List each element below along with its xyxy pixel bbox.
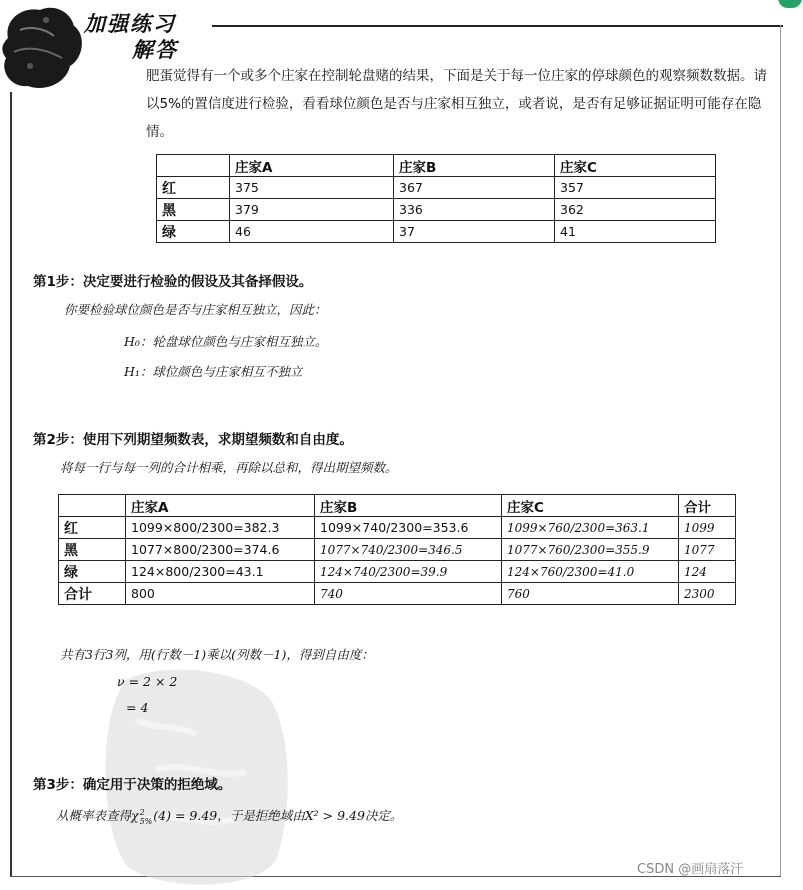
table-cell: 760 xyxy=(502,583,679,605)
table-cell: 740 xyxy=(315,583,502,605)
row-label: 红 xyxy=(59,517,126,539)
df-equation-line1: ν = 2 × 2 xyxy=(117,674,178,689)
section-title-line2: 解答 xyxy=(132,37,178,62)
table-row xyxy=(157,199,716,221)
table-row xyxy=(59,583,736,605)
table-cell: 336 xyxy=(394,199,555,221)
table-cell: 375 xyxy=(230,177,394,199)
table-cell: 367 xyxy=(394,177,555,199)
table-cell: 1077×760/2300=355.9 xyxy=(502,539,679,561)
expected-frequency-table xyxy=(58,494,736,605)
table-cell: 1077 xyxy=(679,539,736,561)
table-cell: 362 xyxy=(555,199,716,221)
table-cell: 2300 xyxy=(679,583,736,605)
step3-text-pre: 从概率表查得χ xyxy=(56,808,139,823)
step1-text: 你要检验球位颜色是否与庄家相互独立，因此： xyxy=(64,302,327,317)
source-credit: CSDN @画扇落汗 xyxy=(637,862,744,877)
alternative-hypothesis: H₁：球位颜色与庄家相互不独立 xyxy=(124,364,303,379)
row-label: 黑 xyxy=(59,539,126,561)
header-cell xyxy=(59,495,126,517)
table-row xyxy=(59,517,736,539)
table-cell: 124×800/2300=43.1 xyxy=(126,561,315,583)
row-label: 绿 xyxy=(157,221,230,243)
header-cell: 庄家C xyxy=(555,155,716,177)
header-cell xyxy=(157,155,230,177)
table-header-row xyxy=(157,155,716,177)
table-cell: 41 xyxy=(555,221,716,243)
table-row xyxy=(59,561,736,583)
row-label: 黑 xyxy=(157,199,230,221)
table-cell: 357 xyxy=(555,177,716,199)
step2-text: 将每一行与每一列的合计相乘，再除以总和，得出期望频数。 xyxy=(60,460,398,475)
step2-heading: 第2步：使用下列期望频数表，求期望频数和自由度。 xyxy=(33,432,353,448)
header-cell: 庄家A xyxy=(230,155,394,177)
section-title-line1: 加强练习 xyxy=(84,11,176,36)
header-rule xyxy=(212,25,783,27)
step3-text xyxy=(56,806,402,826)
header-cell: 庄家A xyxy=(126,495,315,517)
table-row xyxy=(59,539,736,561)
row-label: 合计 xyxy=(59,583,126,605)
row-label: 绿 xyxy=(59,561,126,583)
table-cell: 124×740/2300=39.9 xyxy=(315,561,502,583)
table-cell: 1099×760/2300=363.1 xyxy=(502,517,679,539)
alpha-subscript: 5% xyxy=(139,816,153,826)
table-header-row xyxy=(59,495,736,517)
header-cell: 合计 xyxy=(679,495,736,517)
table-cell: 1099×800/2300=382.3 xyxy=(126,517,315,539)
table-row xyxy=(157,177,716,199)
table-row xyxy=(157,221,716,243)
table-cell: 124 xyxy=(679,561,736,583)
step3-heading: 第3步：确定用于决策的拒绝域。 xyxy=(33,777,232,793)
table-cell: 800 xyxy=(126,583,315,605)
problem-statement: 肥蛋觉得有一个或多个庄家在控制轮盘赌的结果，下面是关于每一位庄家的停球颜色的观察频数数据。请以5%的置信度进行检验，看看球位颜色是否与庄家相互独立，或者说，是否有足够证据证明可能存在隐情。 xyxy=(146,68,767,140)
table-cell: 1077×800/2300=374.6 xyxy=(126,539,315,561)
corner-badge-icon xyxy=(778,0,802,8)
table-cell: 379 xyxy=(230,199,394,221)
table-cell: 46 xyxy=(230,221,394,243)
step1-heading: 第1步：决定要进行检验的假设及其备择假设。 xyxy=(33,274,313,290)
header-cell: 庄家C xyxy=(502,495,679,517)
observed-frequency-table xyxy=(156,154,716,243)
df-equation-line2: = 4 xyxy=(126,700,149,715)
header-ink-blob-icon xyxy=(0,0,90,95)
table-cell: 124×760/2300=41.0 xyxy=(502,561,679,583)
null-hypothesis: H₀：轮盘球位颜色与庄家相互独立。 xyxy=(124,334,328,349)
table-cell: 1099×740/2300=353.6 xyxy=(315,517,502,539)
degrees-of-freedom-text: 共有3行3列，用(行数－1)乘以(列数－1)，得到自由度： xyxy=(60,647,374,662)
table-cell: 1099 xyxy=(679,517,736,539)
left-border xyxy=(10,92,12,877)
table-cell: 37 xyxy=(394,221,555,243)
right-border xyxy=(780,25,781,877)
chi-square-superscript: 2 xyxy=(139,807,145,817)
row-label: 红 xyxy=(157,177,230,199)
step3-text-post: (4) = 9.49，于是拒绝域由X² > 9.49决定。 xyxy=(153,808,403,823)
header-cell: 庄家B xyxy=(315,495,502,517)
header-cell: 庄家B xyxy=(394,155,555,177)
table-cell: 1077×740/2300=346.5 xyxy=(315,539,502,561)
